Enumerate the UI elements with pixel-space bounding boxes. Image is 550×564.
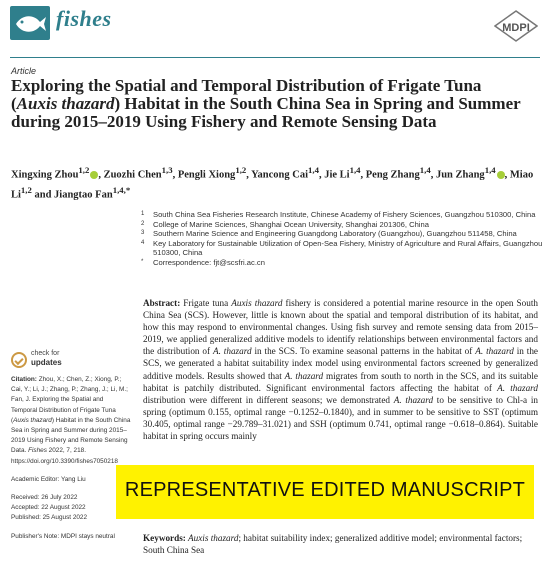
journal-logo — [10, 6, 50, 40]
author-affiliation-marker: 1,2 — [20, 184, 32, 195]
author[interactable]: Yancong Cai — [251, 169, 309, 181]
received-date: Received: 26 July 2022 — [11, 494, 78, 502]
affiliation-text: Southern Marine Science and Engineering Guangdong Laboratory (Guangzhou), Guangzhou 511458, China — [153, 229, 517, 238]
author-affiliation-marker: 1,4 — [308, 165, 319, 175]
author-affiliation-marker: 1,4,* — [112, 184, 131, 195]
author[interactable]: Miao Li — [11, 169, 534, 200]
author[interactable]: Jun Zhang — [435, 169, 485, 181]
author-affiliation-marker: 1,3 — [161, 165, 173, 175]
author[interactable]: Pengli Xiong — [177, 169, 236, 181]
affiliation-text: Key Laboratory for Sustainable Utilization of Open-Sea Fishery, Ministry of Agriculture and Rural Affairs, Guangzhou 510300, China — [153, 238, 543, 257]
fish-icon — [10, 6, 50, 40]
affiliation-item — [141, 229, 546, 239]
publisher-logo — [494, 10, 538, 42]
species-name: Auxis thazard — [16, 94, 115, 113]
author-affiliation-marker: 1,4 — [484, 165, 496, 175]
orcid-icon[interactable] — [90, 171, 98, 179]
published-date: Published: 25 August 2022 — [11, 514, 88, 522]
orcid-icon[interactable] — [497, 171, 505, 179]
keywords: Keywords: Auxis thazard; habitat suitability index; generalized additive model; environmental factors; South China Sea — [143, 533, 523, 555]
affiliation-text: College of Marine Sciences, Shanghai Ocean University, Shanghai 201306, China — [153, 219, 429, 229]
publisher-note: Publisher's Note: MDPI stays neutral — [11, 532, 115, 540]
check-updates-icon — [11, 352, 27, 368]
affiliation-item — [141, 239, 546, 258]
affiliation-text: Correspondence: fjt@scsfri.ac.cn — [153, 257, 265, 267]
author[interactable]: Jiangtao Fan — [54, 189, 113, 200]
affiliation-item — [141, 258, 546, 268]
banner-text: REPRESENTATIVE EDITED MANUSCRIPT — [124, 479, 526, 501]
author-list: Xingxing Zhou$^{1,2}$ , Zuozhi Chen$^{1,3}$, Pengli Xiong$^{1,2}$, Yancong Cai$^{1,4}$, Jie Li$^{1,4}$, Peng Zhang$^{1,4}$, Jun Zhang$^{1,4}$ , Miao Li$^{1,2}$ and Jiangtao Fan$^{1,4,*}$ — [11, 165, 534, 200]
article-type: Article — [11, 66, 37, 76]
author-affiliation-marker: 1,4 — [349, 165, 361, 175]
check-for-updates-badge[interactable]: check for updates — [11, 350, 71, 372]
affiliation-number: * — [141, 258, 144, 265]
affiliation-list — [141, 210, 546, 267]
publisher-name: MDPI — [502, 22, 530, 34]
abstract: Abstract: Frigate tuna Auxis thazard fishery is considered a potential marine resource in the open South China Sea (SCS). However, little is known about the spatial and temporal distribution of its habitat, and how this may respond to environmental changes. Using fish survey and remote sensing data from 2015–2019, we applied generalized additive models to identify relationships between environmental factors and the distribution of A. thazard in the SCS. To examine seasonal patterns in the habitat of A. thazard in the SCS, we generated a habitat suitability index model using environmental factors screened by generalized additive models. Results showed that A. thazard migrates from south to north in the SCS, and its suitable habitat is patchily distributed. Significant environmental factors affecting the habitat of A. thazard distribution were different in different seasons; we demonstrated A. thazard to be sensitive to Chl-a in spring (optimum 0.155, optimal range −0.1252–0.1840), and in summer to be sensitive to SST (optimum 30.405, optimal range −29.789–31.021) and SSH (optimum 0.741, optimal range −0.618–0.864). Suitable habitat in spring occurs mainly — [143, 298, 539, 442]
accepted-date: Accepted: 22 August 2022 — [11, 504, 86, 512]
author-affiliation-marker: 1,4 — [419, 165, 431, 175]
author[interactable]: Jie Li — [324, 169, 350, 181]
affiliation-text: South China Sea Fisheries Research Institute, Chinese Academy of Fishery Sciences, Guangzhou 510300, China — [153, 210, 536, 219]
affiliation-item — [141, 210, 546, 220]
article-title: Exploring the Spatial and Temporal Distribution of Frigate Tuna (Auxis thazard) Habitat in the South China Sea in Spring and Summer during 2015–2019 Using Fishery and Remote Sensing Data — [11, 76, 521, 131]
author-affiliation-marker: 1,2 — [235, 165, 247, 175]
journal-name: fishes — [56, 6, 112, 31]
affiliation-number: 3 — [141, 230, 145, 236]
affiliation-number: 2 — [141, 220, 145, 227]
author[interactable]: Peng Zhang — [365, 169, 420, 181]
watermark-banner — [116, 465, 534, 519]
citation: Citation: Zhou, X.; Chen, Z.; Xiong, P.; Cai, Y.; Li, J.; Zhang, P.; Zhang, J.; Li, M.; Fan, J. Exploring the Spatial and Temporal Distribution of Frigate Tuna (Auxis thazard) Habitat in the South China Sea in Spring and Summer during 2015–2019 Using Fishery and Remote Sensing Data. Fishes 2022, 7, 218. https://doi.org/10.3390/fishes7050218 — [11, 376, 131, 465]
journal-header — [0, 0, 550, 58]
affiliation-number: 1 — [141, 211, 145, 217]
author[interactable]: Xingxing Zhou — [11, 169, 79, 181]
author-affiliation-marker: 1,2 — [78, 165, 90, 175]
affiliation-item — [141, 220, 546, 230]
affiliation-number: 4 — [141, 239, 145, 246]
author[interactable]: Zuozhi Chen — [103, 169, 162, 181]
academic-editor: Academic Editor: Yang Liu — [11, 475, 86, 483]
header-divider — [10, 57, 540, 58]
article-sidebar — [11, 375, 131, 542]
